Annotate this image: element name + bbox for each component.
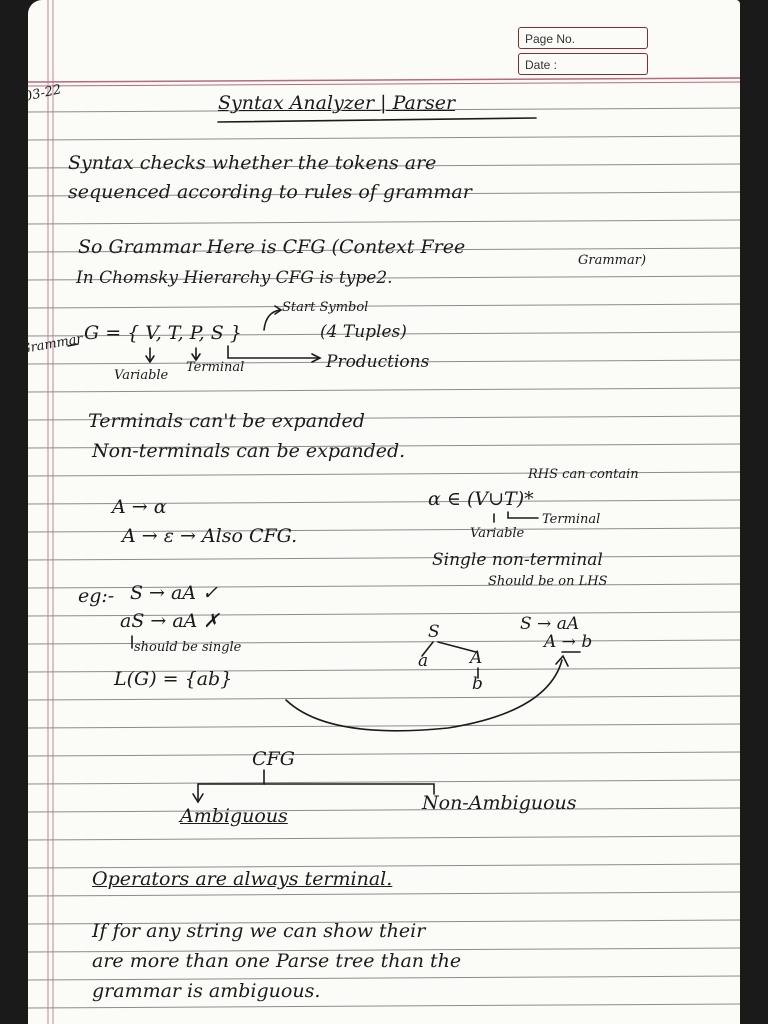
page-no-label: Page No. <box>525 32 576 46</box>
line-4: In Chomsky Hierarchy CFG is type2. <box>76 268 393 288</box>
a-b-rule: A → b <box>544 632 593 652</box>
grammar-label: Grammar <box>19 331 84 358</box>
rhs-note: RHS can contain <box>528 467 639 482</box>
alpha-rule: A → α <box>112 496 167 518</box>
s-rule: S → aA ✓ <box>130 582 219 604</box>
variable-note: Variable <box>470 526 525 541</box>
terminal-label: Terminal <box>186 360 245 375</box>
eg-label: eg:- <box>78 585 115 607</box>
tree-node-A: A <box>470 648 483 668</box>
language-set: L(G) = {ab} <box>114 668 233 690</box>
terminals-line: Terminals can't be expanded <box>88 410 365 432</box>
tree-node-b: b <box>472 674 483 694</box>
line-1: Syntax checks whether the tokens are <box>68 152 437 174</box>
ambiguous-label: Ambiguous <box>180 805 288 827</box>
tree-node-s: S <box>428 622 440 642</box>
epsilon-rule: A → ε → Also CFG. <box>122 525 298 547</box>
operators-line: Operators are always terminal. <box>92 868 393 890</box>
single-nonterminal: Single non-terminal <box>432 550 603 570</box>
start-symbol-label: Start Symbol <box>282 300 369 315</box>
should-lhs: Should be on LHS <box>488 574 608 589</box>
line-3: So Grammar Here is CFG (Context Free <box>78 236 466 258</box>
para-line-1: If for any string we can show their <box>92 920 426 942</box>
productions-label: Productions <box>326 352 430 372</box>
four-tuples: (4 Tuples) <box>320 322 407 342</box>
line-2: sequenced according to rules of grammar <box>68 181 472 203</box>
alpha-set: α ∈ (V∪T)* <box>428 488 534 510</box>
grammar-tuple: G = { V, T, P, S } <box>84 322 242 344</box>
nonterminals-line: Non-terminals can be expanded. <box>92 440 406 462</box>
para-line-2: are more than one Parse tree than the <box>92 950 462 972</box>
non-ambiguous-label: Non-Ambiguous <box>422 792 577 814</box>
tree-node-a: a <box>418 651 429 671</box>
margin-date: 03-22 <box>22 82 63 105</box>
single-note: should be single <box>134 640 242 655</box>
page-title: Syntax Analyzer | Parser <box>218 92 456 114</box>
para-line-3: grammar is ambiguous. <box>92 980 321 1002</box>
line-3b: Grammar) <box>578 253 647 268</box>
handwritten-arrows <box>28 0 740 1024</box>
cfg-label: CFG <box>252 748 295 770</box>
notebook-page <box>19 0 740 1024</box>
as-rule: aS → aA ✗ <box>120 610 220 632</box>
terminal-note: Terminal <box>542 512 601 527</box>
date-label: Date : <box>525 58 558 72</box>
s-aA-rule: S → aA <box>520 614 580 634</box>
variable-label: Variable <box>114 368 169 383</box>
